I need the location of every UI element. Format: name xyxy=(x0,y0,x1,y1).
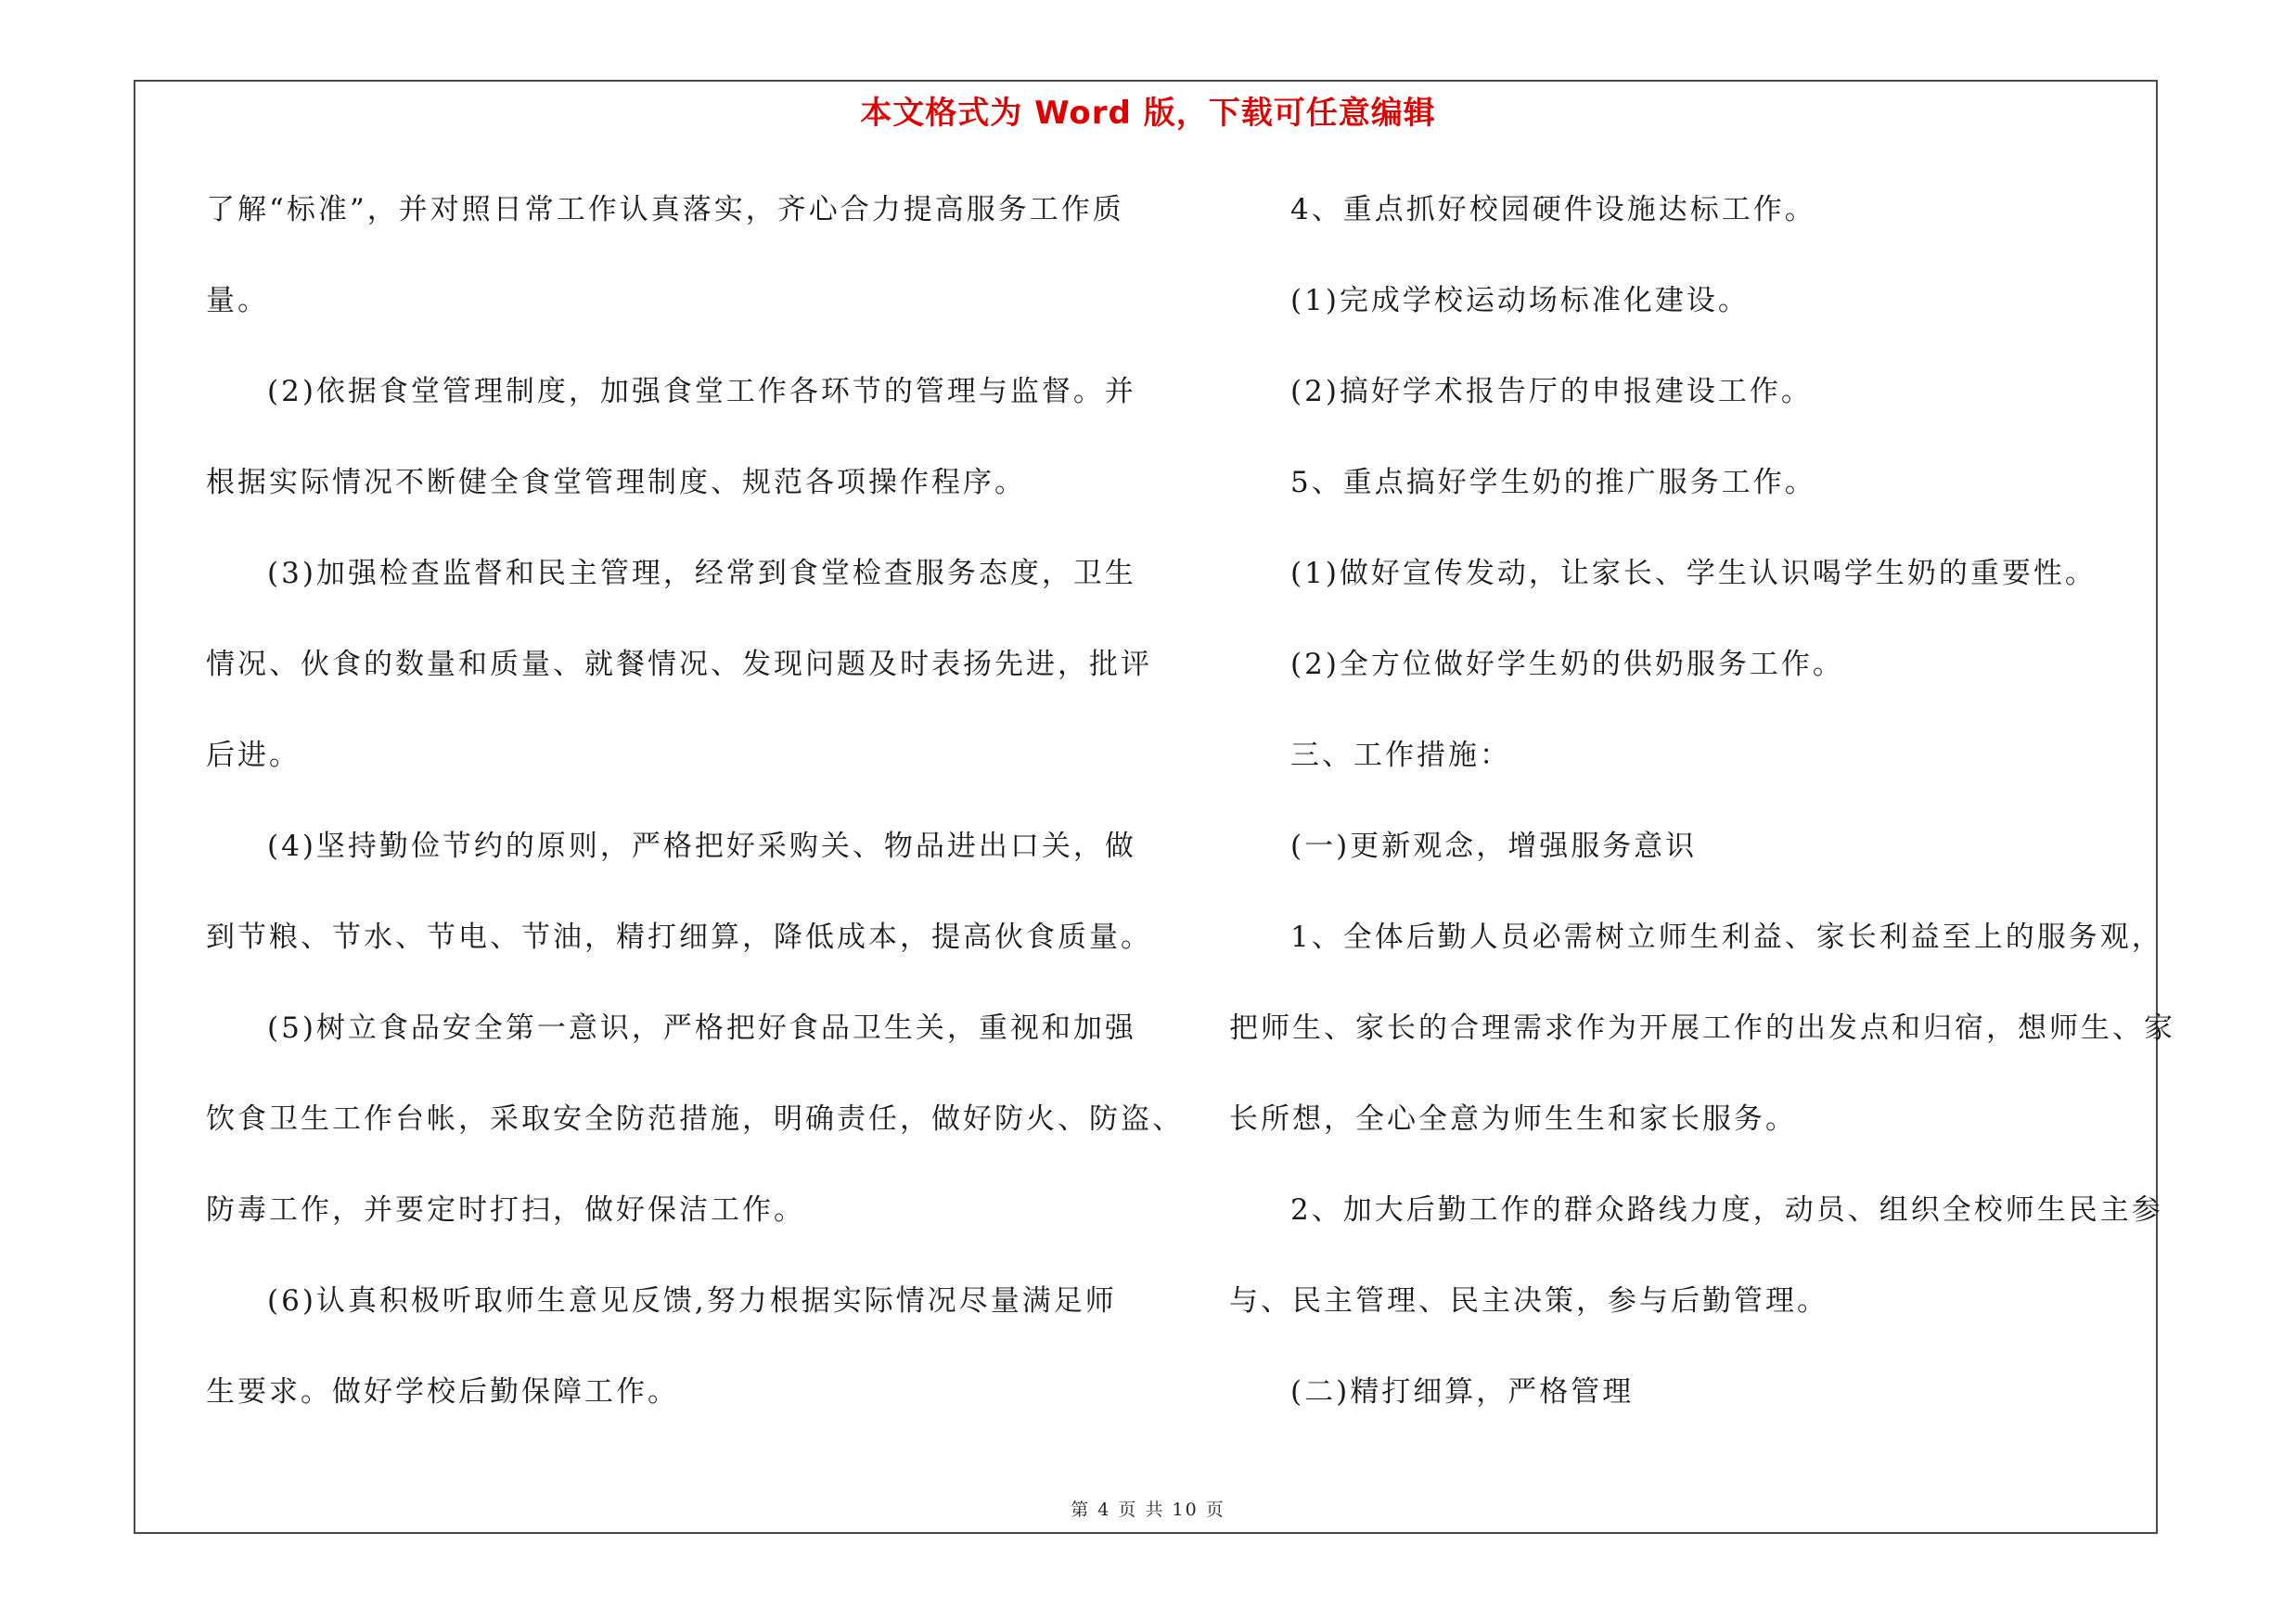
format-notice-banner: 本文格式为 Word 版，下载可任意编辑 xyxy=(860,95,1436,132)
right-text-line: (2)全方位做好学生奶的供奶服务工作。 xyxy=(1290,648,1844,681)
left-text-line: (3)加强检查监督和民主管理，经常到食堂检查服务态度，卫生 xyxy=(267,557,1136,590)
right-text-line: 4、重点抓好校园硬件设施达标工作。 xyxy=(1290,193,1816,226)
right-text-line: (二)精打细算，严格管理 xyxy=(1290,1375,1635,1409)
left-text-line: 饮食卫生工作台帐，采取安全防范措施，明确责任，做好防火、防盗、 xyxy=(206,1102,1184,1136)
right-text-line: 1、全体后勤人员必需树立师生利益、家长利益至上的服务观， xyxy=(1290,921,2163,954)
right-text-column xyxy=(1229,182,2175,1455)
left-text-line: 到节粮、节水、节电、节油，精打细算，降低成本，提高伙食质量。 xyxy=(206,921,1152,954)
left-text-line: (6)认真积极听取师生意见反馈,努力根据实际情况尽量满足师 xyxy=(267,1284,1117,1318)
left-text-line: 根据实际情况不断健全食堂管理制度、规范各项操作程序。 xyxy=(206,466,1026,499)
page-number-footer: 第 4 页 共 10 页 xyxy=(1071,1500,1225,1520)
right-text-line: (1)完成学校运动场标准化建设。 xyxy=(1290,284,1750,317)
left-text-column xyxy=(206,182,1184,1455)
left-text-line: (5)树立食品安全第一意识，严格把好食品卫生关，重视和加强 xyxy=(267,1011,1136,1045)
left-text-line: 生要求。做好学校后勤保障工作。 xyxy=(206,1375,679,1409)
right-text-line: (2)搞好学术报告厅的申报建设工作。 xyxy=(1290,375,1813,408)
right-text-line: 5、重点搞好学生奶的推广服务工作。 xyxy=(1290,466,1816,499)
left-text-line: 量。 xyxy=(206,284,269,317)
right-text-line: 长所想，全心全意为师生生和家长服务。 xyxy=(1229,1102,1797,1136)
right-text-line: (1)做好宣传发动，让家长、学生认识喝学生奶的重要性。 xyxy=(1290,557,2097,590)
right-text-line: 把师生、家长的合理需求作为开展工作的出发点和归宿，想师生、家 xyxy=(1229,1011,2175,1045)
right-text-line: 2、加大后勤工作的群众路线力度，动员、组织全校师生民主参 xyxy=(1290,1193,2163,1227)
right-text-line: (一)更新观念，增强服务意识 xyxy=(1290,830,1698,863)
right-text-line: 三、工作措施： xyxy=(1290,739,1511,772)
left-text-line: (2)依据食堂管理制度，加强食堂工作各环节的管理与监督。并 xyxy=(267,375,1136,408)
right-text-line: 与、民主管理、民主决策，参与后勤管理。 xyxy=(1229,1284,1828,1318)
left-text-line: 后进。 xyxy=(206,739,301,772)
left-text-line: 了解“标准”，并对照日常工作认真落实，齐心合力提高服务工作质 xyxy=(206,193,1124,226)
left-text-line: (4)坚持勤俭节约的原则，严格把好采购关、物品进出口关，做 xyxy=(267,830,1136,863)
left-text-line: 情况、伙食的数量和质量、就餐情况、发现问题及时表扬先进，批评 xyxy=(206,648,1152,681)
left-text-line: 防毒工作，并要定时打扫，做好保洁工作。 xyxy=(206,1193,805,1227)
